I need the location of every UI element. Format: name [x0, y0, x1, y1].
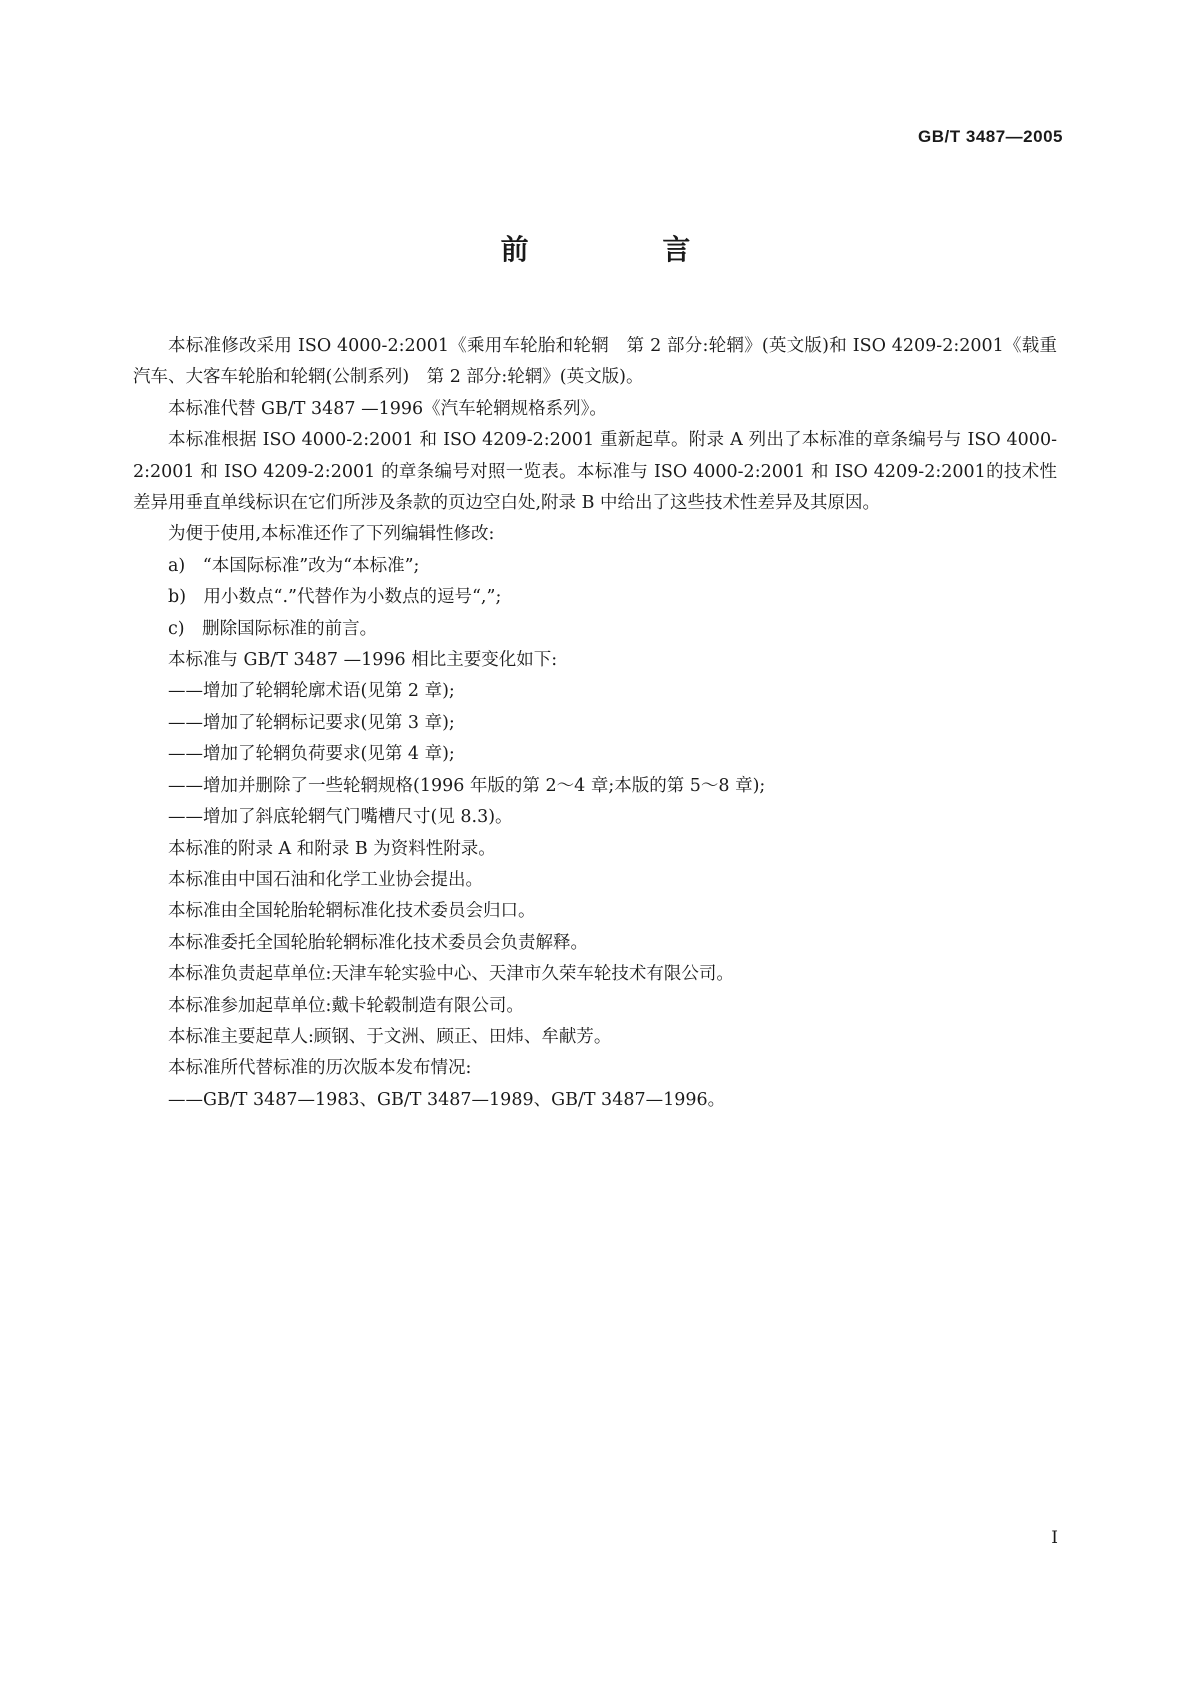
- paragraph-history-intro: 本标准所代替标准的历次版本发布情况:: [168, 1058, 472, 1079]
- paragraph-replaces: 本标准代替 GB/T 3487 —1996《汽车轮辋规格系列》。: [168, 398, 607, 419]
- change-item: ——增加了轮辋轮廓术语(见第 2 章);: [168, 681, 455, 702]
- paragraph-editorial-intro: 为便于使用,本标准还作了下列编辑性修改:: [168, 524, 495, 545]
- paragraph-drafting-basis: 本标准根据 ISO 4000-2:2001 和 ISO 4209-2:2001 重新起草。附录 A 列出了本标准的章条编号与 ISO 4000-2:2001 和 ISO 4209-2:2001 的章条编号对照一览表。本标准与 ISO 4000-2:2001 和 ISO 4209-2:2001的技术性差异用垂直单线标识在它们所涉及条款的页边空白处,附录 B 中给出了这些技术性差异及其原因。: [133, 430, 1057, 514]
- list-item-c: c) 删除国际标准的前言。: [168, 618, 378, 639]
- history-item: ——GB/T 3487—1983、GB/T 3487—1989、GB/T 3487—1996。: [168, 1089, 726, 1110]
- paragraph-administered-by: 本标准由全国轮胎轮辋标准化技术委员会归口。: [168, 901, 536, 922]
- paragraph-changes-intro: 本标准与 GB/T 3487 —1996 相比主要变化如下:: [168, 650, 558, 671]
- change-item: ——增加了斜底轮辋气门嘴槽尺寸(见 8.3)。: [168, 807, 513, 828]
- paragraph-proposed-by: 本标准由中国石油和化学工业协会提出。: [168, 869, 483, 890]
- foreword-body: [133, 331, 1057, 1116]
- paragraph-drafting-units: 本标准负责起草单位:天津车轮实验中心、天津市久荣车轮技术有限公司。: [168, 964, 734, 985]
- list-item-b: b) 用小数点“.”代替作为小数点的逗号“,”;: [168, 587, 502, 608]
- change-item: ——增加了轮辋标记要求(见第 3 章);: [168, 712, 455, 733]
- change-item: ——增加了轮辋负荷要求(见第 4 章);: [168, 744, 455, 765]
- page-number: I: [1051, 1528, 1058, 1548]
- paragraph-interpreted-by: 本标准委托全国轮胎轮辋标准化技术委员会负责解释。: [168, 932, 588, 953]
- paragraph-adoption: 本标准修改采用 ISO 4000-2:2001《乘用车轮胎和轮辋 第 2 部分:轮辋》(英文版)和 ISO 4209-2:2001《载重汽车、大客车轮胎和轮辋(公制系列) 第 2 部分:轮辋》(英文版)。: [133, 336, 1057, 388]
- paragraph-annexes: 本标准的附录 A 和附录 B 为资料性附录。: [168, 838, 496, 859]
- change-item: ——增加并删除了一些轮辋规格(1996 年版的第 2～4 章;本版的第 5～8 章);: [168, 775, 766, 796]
- paragraph-participating-units: 本标准参加起草单位:戴卡轮毂制造有限公司。: [168, 995, 524, 1016]
- page-title: 前 言: [500, 233, 753, 266]
- list-item-a: a) “本国际标准”改为“本标准”;: [168, 555, 420, 576]
- paragraph-drafters: 本标准主要起草人:顾钢、于文洲、顾正、田炜、牟献芳。: [168, 1026, 612, 1047]
- standard-code: GB/T 3487—2005: [918, 127, 1063, 146]
